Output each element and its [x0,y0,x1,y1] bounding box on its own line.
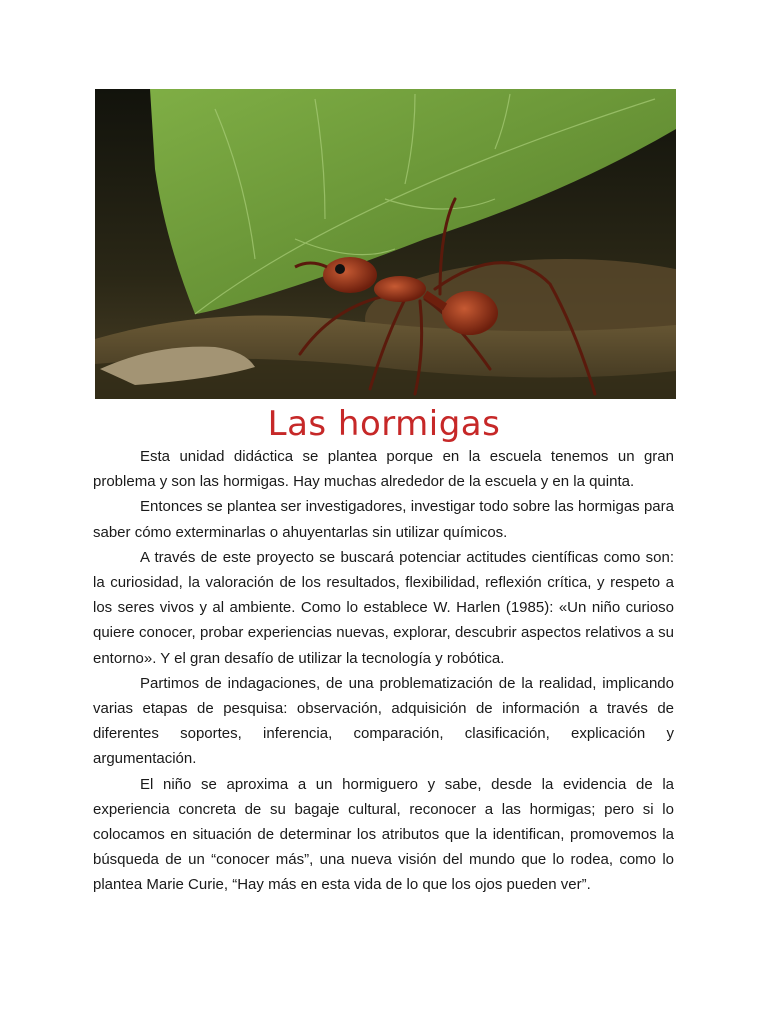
paragraph: Entonces se plantea ser investigadores, investigar todo sobre las hormigas para saber cómo exterminarlas o ahuyentarlas sin utilizar químicos. [93,498,674,541]
paragraph: El niño se aproxima a un hormiguero y sabe, desde la evidencia de la experiencia concreta de su bagaje cultural, reconocer a las hormigas; pero si lo colocamos en situación de determinar los atributos que la identifican, promovemos la búsqueda de un “conocer más”, una nueva visión del mundo que lo rodea, como lo plantea Marie Curie, “Hay más en esta vida de lo que los ojos pueden ver”. [93,775,674,894]
page-title: Las hormigas [267,404,501,444]
paragraph: Partimos de indagaciones, de una problematización de la realidad, implicando varias etapas de pesquisa: observación, adquisición de información a través de diferentes soportes, inferencia, comparación, clasificación, explicación y argumentación. [93,674,674,768]
body-text [93,444,674,898]
ant-head [323,257,377,293]
leaf-cutter-ant-illustration [95,89,676,399]
paragraph: A través de este proyecto se buscará potenciar actitudes científicas como son: la curiosidad, la valoración de los resultados, flexibilidad, reflexión crítica, y respeto a los seres vivos y al ambiente. Como lo establece W. Harlen (1985): «Un niño curioso quiere conocer, probar experiencias nuevas, explorar, descubrir aspectos relativos a su entorno». Y el gran desafío de utilizar la tecnología y robótica. [93,548,674,667]
ant-photo [95,89,676,399]
ant-abdomen [442,291,498,335]
ant-thorax [374,276,426,302]
paragraph: Esta unidad didáctica se plantea porque en la escuela tenemos un gran problema y son las hormigas. Hay muchas alrededor de la escuela y en la quinta. [93,448,674,491]
